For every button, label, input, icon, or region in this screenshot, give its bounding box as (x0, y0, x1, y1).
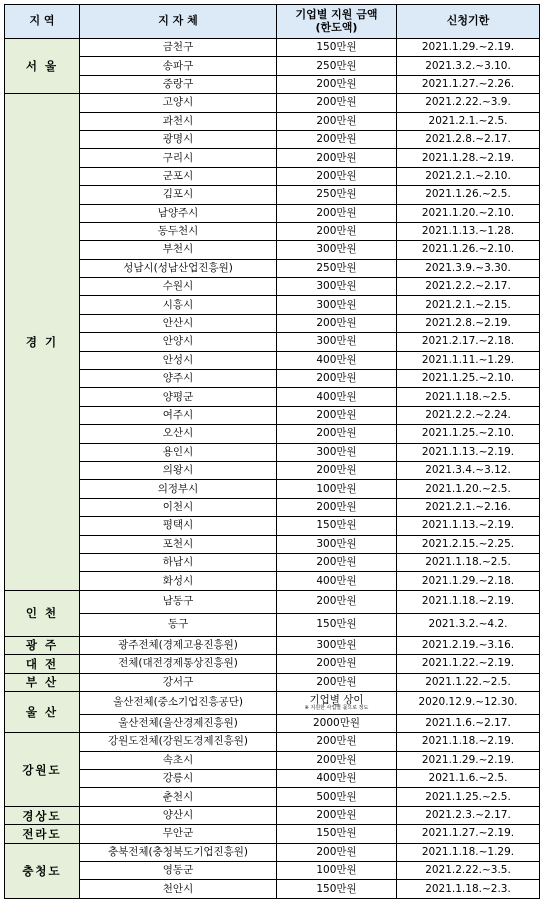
amount-cell: 250만원 (277, 186, 397, 204)
amount-cell: 400만원 (277, 351, 397, 369)
amount-cell: 150만원 (277, 517, 397, 535)
header-region: 지 역 (5, 5, 80, 39)
deadline-cell: 2021.1.18.~2.3. (397, 880, 540, 898)
amount-cell: 200만원 (277, 406, 397, 424)
municipality-cell: 구리시 (80, 149, 277, 167)
municipality-cell: 천안시 (80, 880, 277, 898)
deadline-cell: 2021.2.8.~2.17. (397, 130, 540, 148)
amount-cell: 200만원 (277, 843, 397, 861)
municipality-cell: 의왕시 (80, 461, 277, 479)
municipality-cell: 강원도전체(강원도경제진흥원) (80, 733, 277, 751)
table-row (5, 843, 540, 861)
region-cell: 전라도 (5, 825, 80, 843)
table-row (5, 296, 540, 314)
deadline-cell: 2021.1.26.~2.5. (397, 186, 540, 204)
municipality-cell: 동구 (80, 613, 277, 636)
municipality-cell: 포천시 (80, 535, 277, 553)
region-cell: 강원도 (5, 733, 80, 807)
deadline-cell: 2021.1.27.~2.19. (397, 825, 540, 843)
municipality-cell: 강릉시 (80, 770, 277, 788)
municipality-cell: 여주시 (80, 406, 277, 424)
table-body (5, 39, 540, 899)
deadline-cell: 2021.1.20.~2.10. (397, 204, 540, 222)
deadline-cell: 2020.12.9.~12.30. (397, 691, 540, 714)
deadline-cell: 2021.1.29.~2.18. (397, 572, 540, 590)
amount-cell: 150만원 (277, 39, 397, 57)
table-row (5, 691, 540, 714)
municipality-cell: 화성시 (80, 572, 277, 590)
amount-cell: 200만원 (277, 673, 397, 691)
deadline-cell: 2021.1.13.~2.19. (397, 517, 540, 535)
region-cell: 대 전 (5, 655, 80, 673)
table-row (5, 770, 540, 788)
amount-cell: 100만원 (277, 862, 397, 880)
municipality-cell: 전체(대전경제통상진흥원) (80, 655, 277, 673)
amount-cell: 200만원 (277, 461, 397, 479)
municipality-cell: 금천구 (80, 39, 277, 57)
header-amount: 기업별 지원 금액 (한도액) (277, 5, 397, 39)
deadline-cell: 2021.3.2.~3.10. (397, 57, 540, 75)
municipality-cell: 고양시 (80, 94, 277, 112)
table-row (5, 333, 540, 351)
deadline-cell: 2021.1.18.~2.5. (397, 388, 540, 406)
deadline-cell: 2021.1.6.~2.5. (397, 770, 540, 788)
table-row (5, 204, 540, 222)
table-row (5, 590, 540, 613)
municipality-cell: 평택시 (80, 517, 277, 535)
table-row (5, 572, 540, 590)
table-row (5, 112, 540, 130)
amount-cell: 200만원 (277, 130, 397, 148)
amount-cell: 200만원 (277, 733, 397, 751)
amount-cell: 250만원 (277, 259, 397, 277)
table-row (5, 880, 540, 898)
deadline-cell: 2021.1.13.~1.28. (397, 222, 540, 240)
municipality-cell: 이천시 (80, 498, 277, 516)
header-deadline: 신청기한 (397, 5, 540, 39)
deadline-cell: 2021.1.26.~2.10. (397, 241, 540, 259)
deadline-cell: 2021.2.15.~2.25. (397, 535, 540, 553)
table-row (5, 94, 540, 112)
deadline-cell: 2021.1.25.~2.5. (397, 788, 540, 806)
municipality-cell: 광명시 (80, 130, 277, 148)
municipality-cell: 광주전체(경제고용진흥원) (80, 636, 277, 654)
table-row (5, 167, 540, 185)
amount-cell: 200만원 (277, 75, 397, 93)
table-row (5, 714, 540, 732)
deadline-cell: 2021.1.20.~2.5. (397, 480, 540, 498)
table-row (5, 535, 540, 553)
deadline-cell: 2021.2.1.~2.5. (397, 112, 540, 130)
municipality-cell: 속초시 (80, 751, 277, 769)
table-row (5, 461, 540, 479)
amount-cell: 200만원 (277, 425, 397, 443)
table-row (5, 278, 540, 296)
municipality-cell: 충북전체(충청북도기업진흥원) (80, 843, 277, 861)
amount-cell: 300만원 (277, 636, 397, 654)
amount-cell: 200만원 (277, 553, 397, 571)
region-cell: 경상도 (5, 806, 80, 824)
amount-cell: 150만원 (277, 825, 397, 843)
municipality-cell: 양평군 (80, 388, 277, 406)
amount-cell: 200만원 (277, 112, 397, 130)
deadline-cell: 2021.1.22.~2.19. (397, 655, 540, 673)
municipality-cell: 울산전체(중소기업진흥공단) (80, 691, 277, 714)
table-row (5, 613, 540, 636)
amount-cell: 500만원 (277, 788, 397, 806)
deadline-cell: 2021.1.18.~2.19. (397, 590, 540, 613)
table-row (5, 57, 540, 75)
table-row (5, 806, 540, 824)
municipality-cell: 남동구 (80, 590, 277, 613)
amount-cell: 200만원 (277, 204, 397, 222)
municipality-cell: 남양주시 (80, 204, 277, 222)
amount-cell: 300만원 (277, 333, 397, 351)
amount-cell: 200만원 (277, 167, 397, 185)
amount-cell: 150만원 (277, 880, 397, 898)
deadline-cell: 2021.1.25.~2.10. (397, 370, 540, 388)
header-municipality: 지 자 체 (80, 5, 277, 39)
amount-cell: 200만원 (277, 751, 397, 769)
region-cell: 울 산 (5, 691, 80, 732)
deadline-cell: 2021.3.4.~3.12. (397, 461, 540, 479)
amount-cell: 200만원 (277, 222, 397, 240)
deadline-cell: 2021.2.2.~2.17. (397, 278, 540, 296)
amount-cell: 100만원 (277, 480, 397, 498)
amount-cell: 300만원 (277, 296, 397, 314)
amount-cell: 200만원 (277, 149, 397, 167)
amount-cell: 300만원 (277, 278, 397, 296)
amount-cell: 150만원 (277, 613, 397, 636)
deadline-cell: 2021.1.18.~1.29. (397, 843, 540, 861)
municipality-cell: 의정부시 (80, 480, 277, 498)
deadline-cell: 2021.1.29.~2.19. (397, 751, 540, 769)
table-row (5, 425, 540, 443)
deadline-cell: 2021.2.1.~2.16. (397, 498, 540, 516)
deadline-cell: 2021.1.18.~2.19. (397, 733, 540, 751)
municipality-cell: 동두천시 (80, 222, 277, 240)
table-row (5, 443, 540, 461)
table-row (5, 825, 540, 843)
amount-cell: 200만원 (277, 590, 397, 613)
region-cell: 충청도 (5, 843, 80, 898)
amount-cell: 300만원 (277, 535, 397, 553)
table-row (5, 751, 540, 769)
table-row (5, 788, 540, 806)
municipality-cell: 부천시 (80, 241, 277, 259)
deadline-cell: 2021.1.27.~2.26. (397, 75, 540, 93)
municipality-cell: 무안군 (80, 825, 277, 843)
table-row (5, 351, 540, 369)
municipality-cell: 영동군 (80, 862, 277, 880)
amount-cell: 200만원 (277, 806, 397, 824)
municipality-cell: 하남시 (80, 553, 277, 571)
municipality-cell: 성남시(성남산업진흥원) (80, 259, 277, 277)
table-row (5, 498, 540, 516)
deadline-cell: 2021.1.13.~2.19. (397, 443, 540, 461)
table-row (5, 673, 540, 691)
deadline-cell: 2021.1.25.~2.10. (397, 425, 540, 443)
municipality-cell: 울산전체(울산경제진흥원) (80, 714, 277, 732)
table-row (5, 314, 540, 332)
amount-note: ※ 지원한 사업별 몫으로 정도 (304, 704, 369, 711)
table-row (5, 480, 540, 498)
table-row (5, 406, 540, 424)
table-row (5, 241, 540, 259)
table-row (5, 553, 540, 571)
support-table (4, 4, 540, 899)
deadline-cell: 2021.1.18.~2.5. (397, 553, 540, 571)
table-row (5, 75, 540, 93)
municipality-cell: 중랑구 (80, 75, 277, 93)
municipality-cell: 오산시 (80, 425, 277, 443)
municipality-cell: 수원시 (80, 278, 277, 296)
municipality-cell: 안성시 (80, 351, 277, 369)
deadline-cell: 2021.3.9.~3.30. (397, 259, 540, 277)
amount-cell: 400만원 (277, 770, 397, 788)
municipality-cell: 과천시 (80, 112, 277, 130)
amount-cell: 400만원 (277, 388, 397, 406)
deadline-cell: 2021.2.22.~3.5. (397, 862, 540, 880)
deadline-cell: 2021.2.1.~2.10. (397, 167, 540, 185)
table-row (5, 222, 540, 240)
amount-cell: 400만원 (277, 572, 397, 590)
amount-cell: 200만원 (277, 314, 397, 332)
municipality-cell: 양주시 (80, 370, 277, 388)
amount-cell: 200만원 (277, 94, 397, 112)
amount-cell: 200만원 (277, 370, 397, 388)
amount-value: 기업별 상이 (309, 693, 364, 706)
deadline-cell: 2021.2.3.~2.17. (397, 806, 540, 824)
municipality-cell: 김포시 (80, 186, 277, 204)
table-row (5, 733, 540, 751)
deadline-cell: 2021.1.29.~2.19. (397, 39, 540, 57)
deadline-cell: 2021.2.22.~3.9. (397, 94, 540, 112)
table-row (5, 636, 540, 654)
deadline-cell: 2021.1.28.~2.19. (397, 149, 540, 167)
deadline-cell: 2021.1.22.~2.5. (397, 673, 540, 691)
amount-cell: 300만원 (277, 443, 397, 461)
deadline-cell: 2021.2.2.~2.24. (397, 406, 540, 424)
municipality-cell: 시흥시 (80, 296, 277, 314)
deadline-cell: 2021.1.11.~1.29. (397, 351, 540, 369)
amount-cell: 200만원 (277, 498, 397, 516)
table-row (5, 862, 540, 880)
region-cell: 서 울 (5, 39, 80, 94)
amount-cell: 2000만원 (277, 714, 397, 732)
deadline-cell: 2021.2.1.~2.15. (397, 296, 540, 314)
municipality-cell: 안양시 (80, 333, 277, 351)
region-cell: 경 기 (5, 94, 80, 591)
header-row (5, 5, 540, 39)
table-row (5, 149, 540, 167)
municipality-cell: 용인시 (80, 443, 277, 461)
region-cell: 광 주 (5, 636, 80, 654)
table-row (5, 655, 540, 673)
table-row (5, 130, 540, 148)
municipality-cell: 양산시 (80, 806, 277, 824)
table-row (5, 186, 540, 204)
table-row (5, 259, 540, 277)
deadline-cell: 2021.3.2.~4.2. (397, 613, 540, 636)
deadline-cell: 2021.2.8.~2.19. (397, 314, 540, 332)
deadline-cell: 2021.2.17.~2.18. (397, 333, 540, 351)
amount-cell (277, 691, 397, 714)
amount-cell: 300만원 (277, 241, 397, 259)
municipality-cell: 군포시 (80, 167, 277, 185)
region-cell: 인 천 (5, 590, 80, 636)
municipality-cell: 송파구 (80, 57, 277, 75)
region-cell: 부 산 (5, 673, 80, 691)
table-row (5, 388, 540, 406)
amount-cell: 250만원 (277, 57, 397, 75)
amount-cell: 200만원 (277, 655, 397, 673)
municipality-cell: 춘천시 (80, 788, 277, 806)
table-row (5, 370, 540, 388)
deadline-cell: 2021.1.6.~2.17. (397, 714, 540, 732)
municipality-cell: 강서구 (80, 673, 277, 691)
table-row (5, 517, 540, 535)
deadline-cell: 2021.2.19.~3.16. (397, 636, 540, 654)
municipality-cell: 안산시 (80, 314, 277, 332)
table-row (5, 39, 540, 57)
